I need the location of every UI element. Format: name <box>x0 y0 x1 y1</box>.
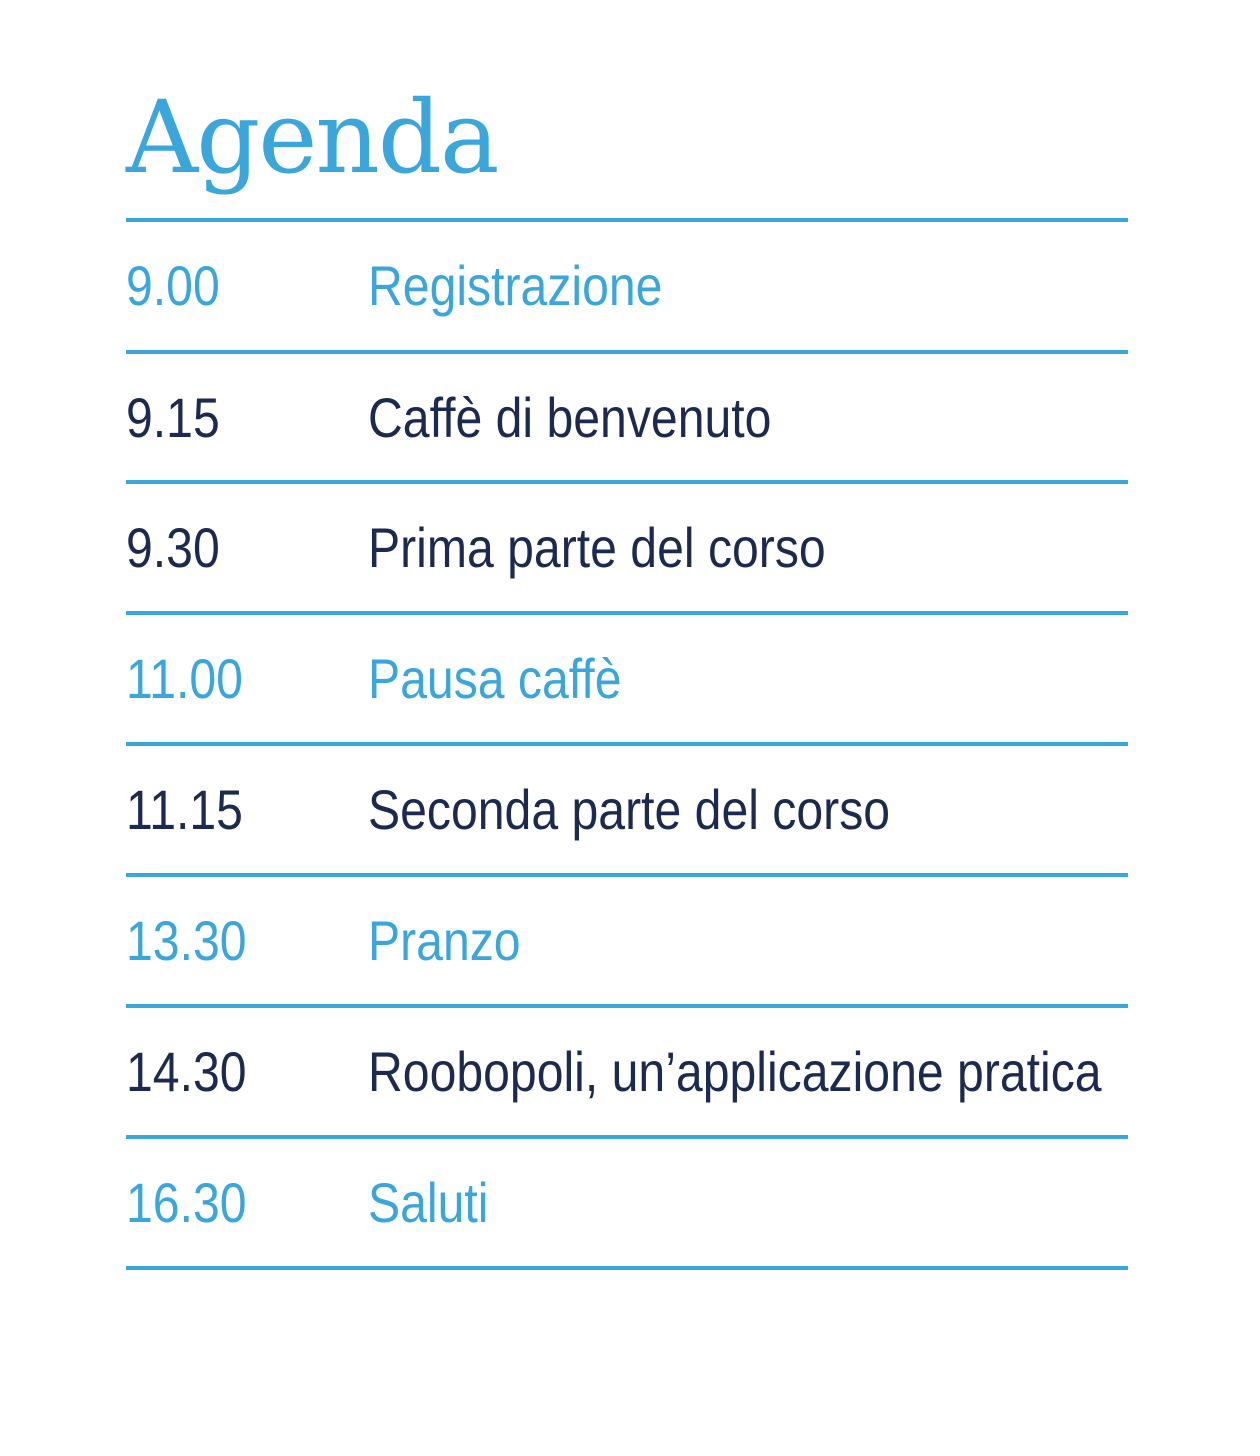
agenda-label: Prima parte del corso <box>368 516 826 579</box>
agenda-time: 11.15 <box>126 778 243 841</box>
agenda-time: 11.00 <box>126 647 243 710</box>
agenda-row <box>0 354 1260 482</box>
agenda-label: Roobopoli, un’applicazione pratica <box>368 1040 1102 1103</box>
agenda-label: Seconda parte del corso <box>368 778 891 841</box>
agenda-row <box>0 1008 1260 1136</box>
agenda-row <box>0 484 1260 612</box>
agenda-time: 13.30 <box>126 909 247 972</box>
agenda-time: 14.30 <box>126 1040 247 1103</box>
agenda-time: 9.30 <box>126 516 220 579</box>
agenda-time: 9.15 <box>126 386 220 449</box>
agenda-label: Saluti <box>368 1171 489 1234</box>
divider <box>126 1266 1128 1270</box>
agenda-time: 9.00 <box>126 254 220 317</box>
agenda-label: Caffè di benvenuto <box>368 386 772 449</box>
agenda-row <box>0 615 1260 743</box>
agenda-row <box>0 746 1260 874</box>
agenda-row <box>0 1139 1260 1267</box>
agenda-label: Pranzo <box>368 909 521 972</box>
agenda-label: Pausa caffè <box>368 647 622 710</box>
agenda-time: 16.30 <box>126 1171 247 1234</box>
agenda-label: Registrazione <box>368 254 663 317</box>
agenda-row <box>0 222 1260 350</box>
agenda-title: Agenda <box>126 79 498 196</box>
agenda-row <box>0 877 1260 1005</box>
